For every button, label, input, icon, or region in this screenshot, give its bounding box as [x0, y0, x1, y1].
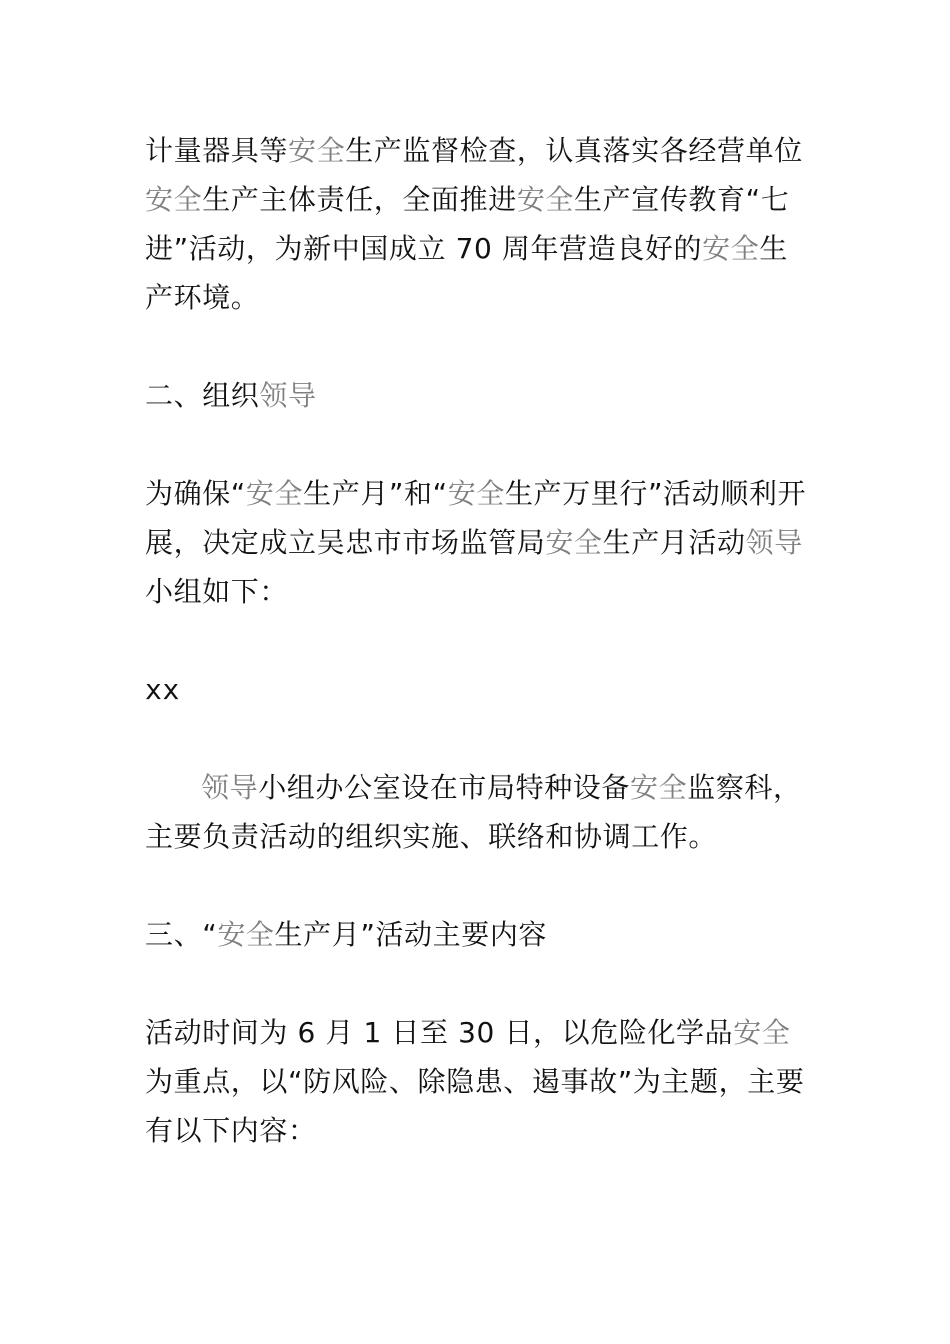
text-segment: 生产月”活动主要内容 — [274, 918, 548, 951]
paragraph-activity-time — [145, 1008, 807, 1155]
highlighted-term: 安全 — [630, 771, 688, 804]
text-segment: 活动时间为 6 月 1 日至 30 日，以危险化学品 — [145, 1016, 734, 1049]
text-segment: 生产月”和“ — [303, 477, 448, 510]
highlighted-term: 安全 — [145, 183, 203, 216]
text-segment: 为重点，以“防风险、除隐患、遏事故”为主题，主要有以下内容： — [145, 1065, 805, 1147]
highlighted-term: 领导 — [259, 379, 317, 412]
text-segment: 计量器具等 — [145, 134, 289, 167]
text-segment: 监察科，主要负责活动的组织实施、联络和协调工作。 — [145, 771, 802, 853]
highlighted-term: 安全 — [288, 134, 346, 167]
text-segment: 生产监督检查，认真落实各经营单位 — [345, 134, 803, 167]
document-body — [145, 126, 807, 1155]
text-segment: 生产月活动 — [602, 526, 746, 559]
paragraph-placeholder — [145, 665, 807, 714]
highlighted-term: 安全 — [545, 526, 603, 559]
section-heading-organization — [145, 371, 807, 420]
text-segment: 生产宣传教育“七进”活动，为新中国成立 70 周年营造良好的 — [145, 183, 790, 265]
text-segment: 生产环境。 — [145, 232, 788, 314]
text-segment: 小组办公室设在市局特种设备 — [258, 771, 631, 804]
text-segment: 生产主体责任，全面推进 — [202, 183, 517, 216]
highlighted-term: 安全 — [217, 918, 275, 951]
highlighted-term: 安全 — [516, 183, 575, 216]
highlighted-term: 安全 — [733, 1016, 791, 1049]
highlighted-term: 领导 — [201, 771, 259, 804]
highlighted-term: 安全 — [702, 232, 760, 265]
highlighted-term: 领导 — [745, 526, 803, 559]
text-segment: 小组如下： — [145, 575, 289, 608]
highlighted-term: 安全 — [447, 477, 505, 510]
paragraph-office-location — [145, 763, 807, 861]
highlighted-term: 安全 — [245, 477, 304, 510]
paragraph-safety-inspection — [145, 126, 807, 322]
text-segment: xx — [145, 673, 180, 706]
text-segment: 三、“ — [145, 918, 218, 951]
text-segment: 为确保“ — [145, 477, 246, 510]
section-heading-main-content — [145, 910, 807, 959]
paragraph-leadership-group — [145, 469, 807, 616]
text-segment: 生产万里行”活动顺利开展，决定成立吴忠市市场监管局 — [145, 477, 807, 559]
text-segment: 二、组织 — [145, 379, 260, 412]
